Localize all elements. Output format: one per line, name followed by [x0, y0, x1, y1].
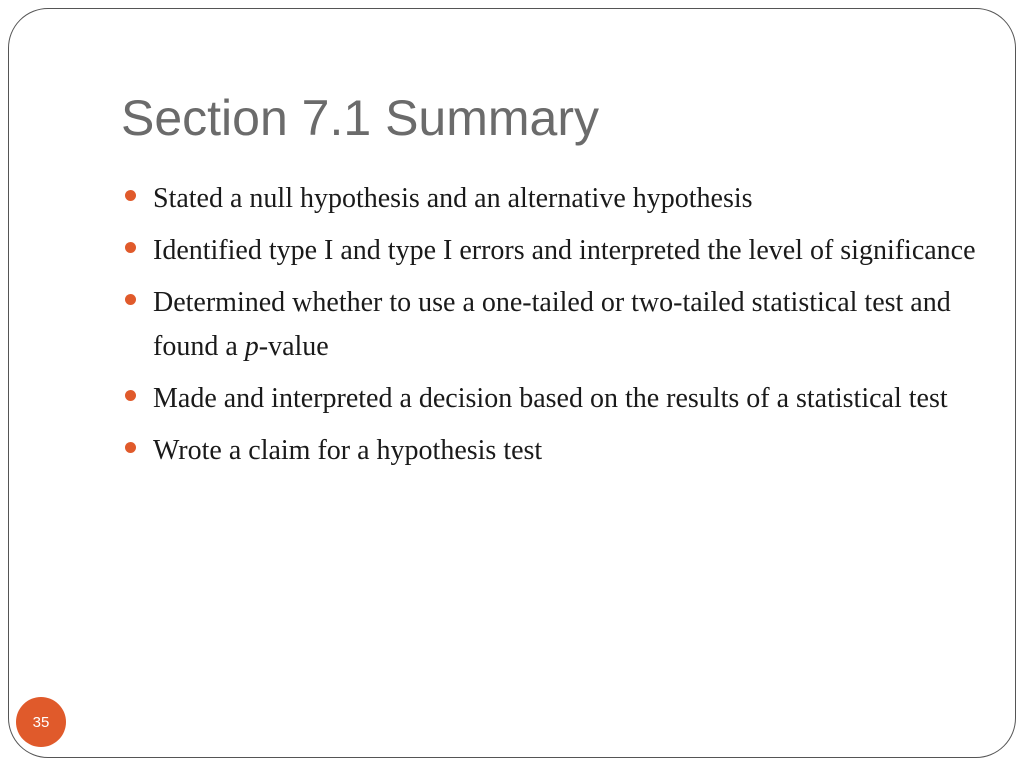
bullet-dot-icon [125, 442, 136, 453]
bullet-item [121, 429, 981, 473]
bullet-item [121, 377, 981, 421]
slide-title: Section 7.1 Summary [121, 90, 599, 146]
bullet-dot-icon [125, 242, 136, 253]
bullet-item [121, 177, 981, 221]
bullet-dot-icon [125, 390, 136, 401]
bullet-item [121, 229, 981, 273]
bullet-text: Determined whether to use a one-tailed or two-tailed statistical test and found a [153, 287, 951, 362]
bullet-item [121, 281, 981, 369]
bullet-text: Wrote a claim for a hypothesis test [153, 435, 543, 466]
slide [8, 8, 1016, 758]
bullet-text: Identified type I and type I errors and interpreted the level of significance [153, 235, 976, 266]
bullet-text: Made and interpreted a decision based on the results of a statistical test [153, 383, 948, 414]
bullet-italic-text: p [244, 331, 259, 362]
bullet-dot-icon [125, 190, 136, 201]
bullet-text: Stated a null hypothesis and an alternative hypothesis [153, 183, 753, 214]
page-number-badge: 35 [16, 697, 66, 747]
bullet-list [121, 177, 981, 481]
bullet-text-suffix: -value [258, 331, 329, 362]
bullet-dot-icon [125, 294, 136, 305]
